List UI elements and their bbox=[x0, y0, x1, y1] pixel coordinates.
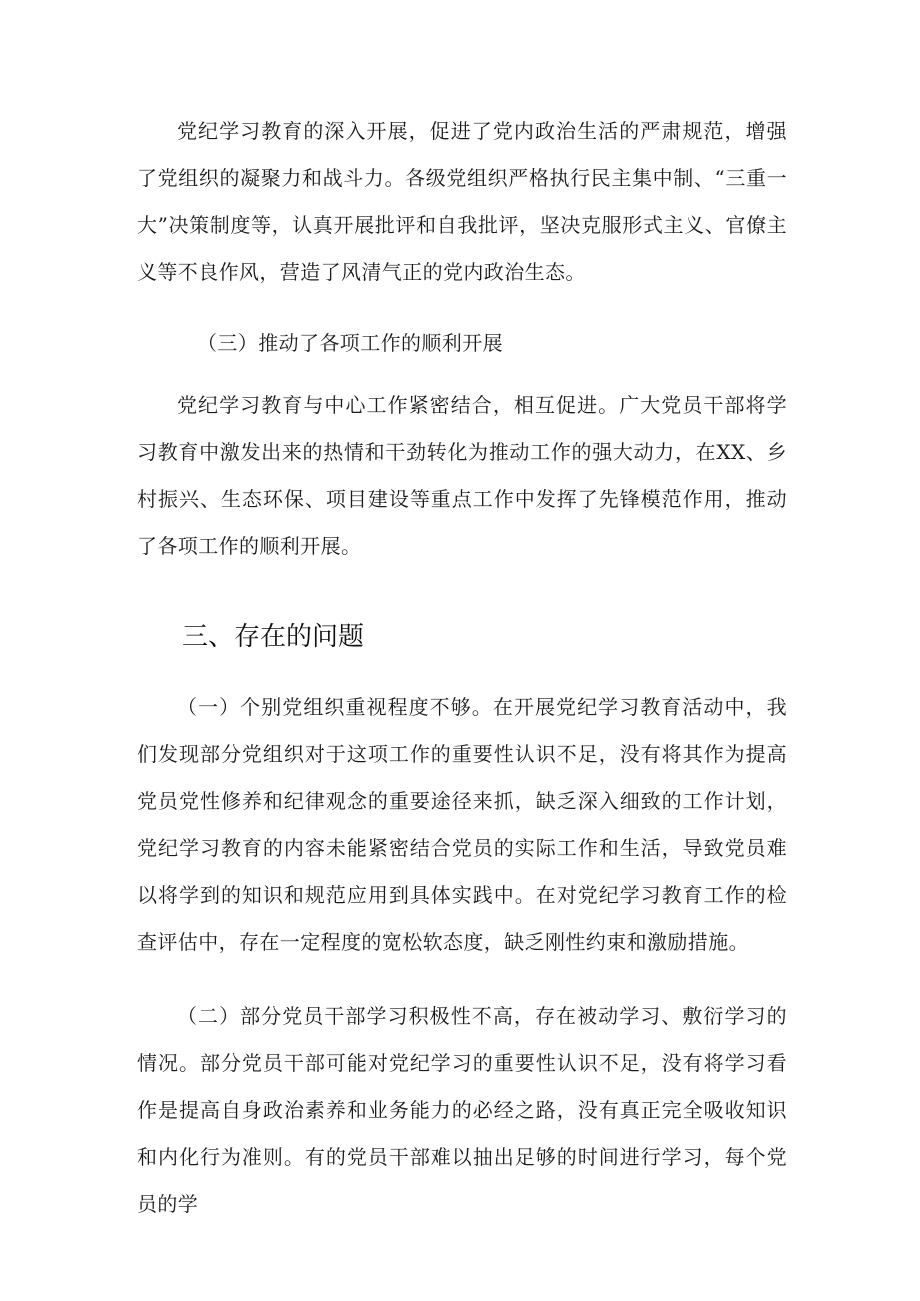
body-paragraph: 党纪学习教育与中心工作紧密结合，相互促进。广大党员干部将学习教育中激发出来的热情和干劲转化为推动工作的强大动力，在XX、乡村振兴、生态环保、项目建设等重点工作中发挥了先锋模范作用，推动了各项工作的顺利开展。 bbox=[137, 393, 787, 558]
section-heading: 三、存在的问题 bbox=[182, 622, 365, 652]
body-paragraph: 党纪学习教育的深入开展，促进了党内政治生活的严肃规范，增强了党组织的凝聚力和战斗力。各级党组织严格执行民主集中制、“三重一大”决策制度等，认真开展批评和自我批评，坚决克服形式主义、官僚主义等不良作风，营造了风清气正的党内政治生态。 bbox=[137, 119, 787, 284]
body-paragraph: （二）部分党员干部学习积极性不高，存在被动学习、敷衍学习的情况。部分党员干部可能对党纪学习的重要性认识不足，没有将学习看作是提高自身政治素养和业务能力的必经之路，没有真正完全吸收知识和内化行为准则。有的党员干部难以抽出足够的时间进行学习，每个党员的学 bbox=[137, 1004, 787, 1216]
subheading: （三）推动了各项工作的顺利开展 bbox=[197, 331, 503, 355]
body-paragraph: （一）个别党组织重视程度不够。在开展党纪学习教育活动中，我们发现部分党组织对于这项工作的重要性认识不足，没有将其作为提高党员党性修养和纪律观念的重要途径来抓，缺乏深入细致的工作计划，党纪学习教育的内容未能紧密结合党员的实际工作和生活，导致党员难以将学到的知识和规范应用到具体实践中。在对党纪学习教育工作的检查评估中，存在一定程度的宽松软态度，缺乏刚性约束和激励措施。 bbox=[137, 695, 787, 954]
